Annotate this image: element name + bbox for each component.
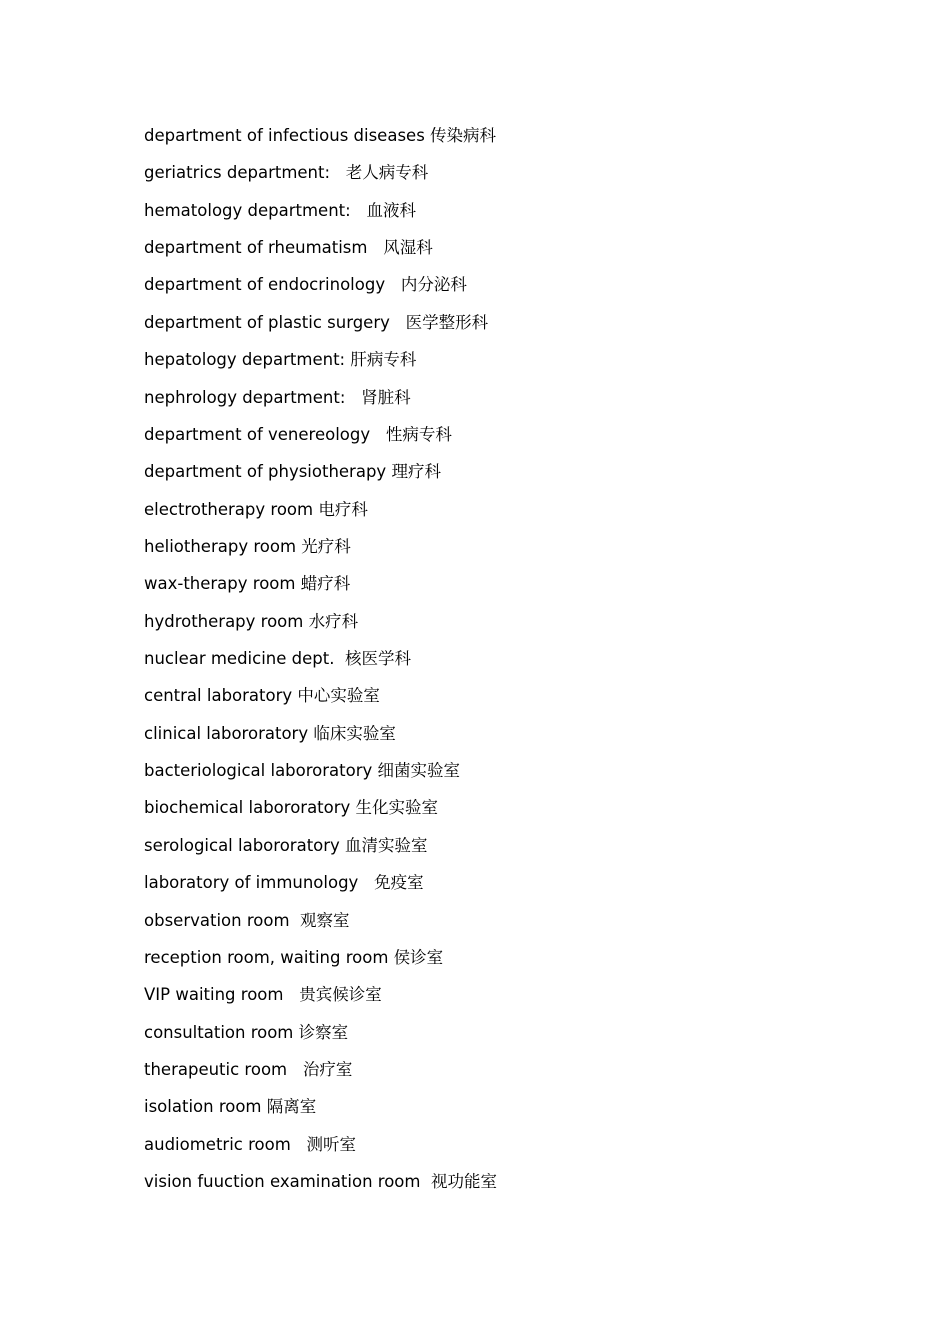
term-entry [144, 458, 497, 495]
term-entry [144, 720, 497, 757]
term-english: serological labororatory [144, 835, 346, 855]
term-english: therapeutic room [144, 1059, 303, 1079]
term-chinese: 核医学科 [344, 649, 411, 669]
term-english: hydrotherapy room [144, 611, 309, 631]
term-english: department of physiotherapy [144, 462, 392, 482]
term-chinese: 电疗科 [318, 499, 368, 519]
term-english: heliotherapy room [144, 536, 302, 556]
term-entry [144, 757, 497, 794]
term-chinese: 老人病专科 [345, 163, 429, 183]
term-chinese: 观察室 [300, 910, 350, 930]
term-english: hematology department: [144, 200, 367, 220]
term-entry [144, 1019, 497, 1056]
term-chinese: 诊察室 [298, 1022, 349, 1042]
term-chinese: 光疗科 [301, 536, 351, 556]
term-english: laboratory of immunology [144, 873, 375, 893]
term-entry [144, 122, 497, 159]
term-chinese: 测听室 [306, 1134, 357, 1154]
term-entry [144, 832, 497, 869]
term-english: wax-therapy room [144, 574, 301, 594]
term-entry [144, 1093, 497, 1130]
term-chinese: 传染病科 [430, 126, 497, 145]
term-chinese: 生化实验室 [355, 798, 439, 818]
term-entry [144, 496, 497, 533]
term-entry [144, 234, 497, 271]
term-english: isolation room [144, 1097, 267, 1117]
term-entry [144, 271, 497, 308]
term-chinese: 理疗科 [391, 462, 441, 482]
term-english: bacteriological labororatory [144, 761, 378, 781]
term-english: nuclear medicine dept. [144, 649, 345, 669]
term-chinese: 侯诊室 [393, 947, 444, 967]
term-english: department of plastic surgery [144, 312, 406, 332]
term-entry [144, 346, 497, 383]
term-chinese: 血液科 [366, 200, 416, 220]
term-chinese: 治疗室 [302, 1059, 353, 1079]
term-chinese: 性病专科 [385, 424, 452, 444]
term-chinese: 内分泌科 [400, 275, 467, 295]
term-english: department of endocrinology [144, 275, 401, 295]
term-entry [144, 794, 497, 831]
term-entry [144, 197, 497, 234]
term-chinese: 风湿科 [383, 238, 433, 258]
term-english: department of infectious diseases [144, 126, 431, 145]
term-english: vision fuuction examination room [144, 1172, 431, 1192]
term-entry [144, 645, 497, 682]
term-english: hepatology department: [144, 350, 351, 370]
term-english: reception room, waiting room [144, 947, 394, 967]
term-english: biochemical labororatory [144, 798, 356, 818]
term-english: clinical labororatory [144, 723, 314, 743]
term-entry [144, 1056, 497, 1093]
term-english: geriatrics department: [144, 163, 346, 183]
term-chinese: 隔离室 [266, 1097, 317, 1117]
term-english: observation room [144, 910, 301, 930]
term-entry [144, 907, 497, 944]
term-entry [144, 1168, 497, 1205]
term-english: nephrology department: [144, 387, 362, 407]
term-chinese: 视功能室 [430, 1172, 497, 1192]
term-entry [144, 944, 497, 981]
term-english: central laboratory [144, 686, 298, 706]
term-entry [144, 159, 497, 196]
term-english: department of rheumatism [144, 238, 384, 258]
term-chinese: 中心实验室 [297, 686, 380, 706]
term-chinese: 水疗科 [308, 611, 359, 631]
term-english: department of venereology [144, 424, 386, 444]
term-english: consultation room [144, 1022, 299, 1042]
term-chinese: 血清实验室 [345, 835, 428, 855]
term-entry [144, 570, 497, 607]
term-english: VIP waiting room [144, 985, 300, 1005]
term-entry [144, 309, 497, 346]
term-chinese: 贵宾候诊室 [299, 985, 382, 1005]
term-entry [144, 533, 497, 570]
term-chinese: 免疫室 [374, 873, 424, 893]
term-entry [144, 869, 497, 906]
term-list [144, 122, 497, 1205]
term-entry [144, 682, 497, 719]
term-entry [144, 384, 497, 421]
term-chinese: 肝病专科 [350, 350, 417, 370]
term-chinese: 蜡疗科 [300, 574, 351, 594]
term-chinese: 细菌实验室 [377, 761, 461, 781]
term-chinese: 临床实验室 [313, 723, 396, 743]
term-chinese: 肾脏科 [361, 387, 411, 407]
term-entry [144, 981, 497, 1018]
term-entry [144, 608, 497, 645]
term-entry [144, 421, 497, 458]
term-chinese: 医学整形科 [405, 312, 489, 332]
term-english: electrotherapy room [144, 499, 319, 519]
term-english: audiometric room [144, 1134, 307, 1154]
term-entry [144, 1131, 497, 1168]
